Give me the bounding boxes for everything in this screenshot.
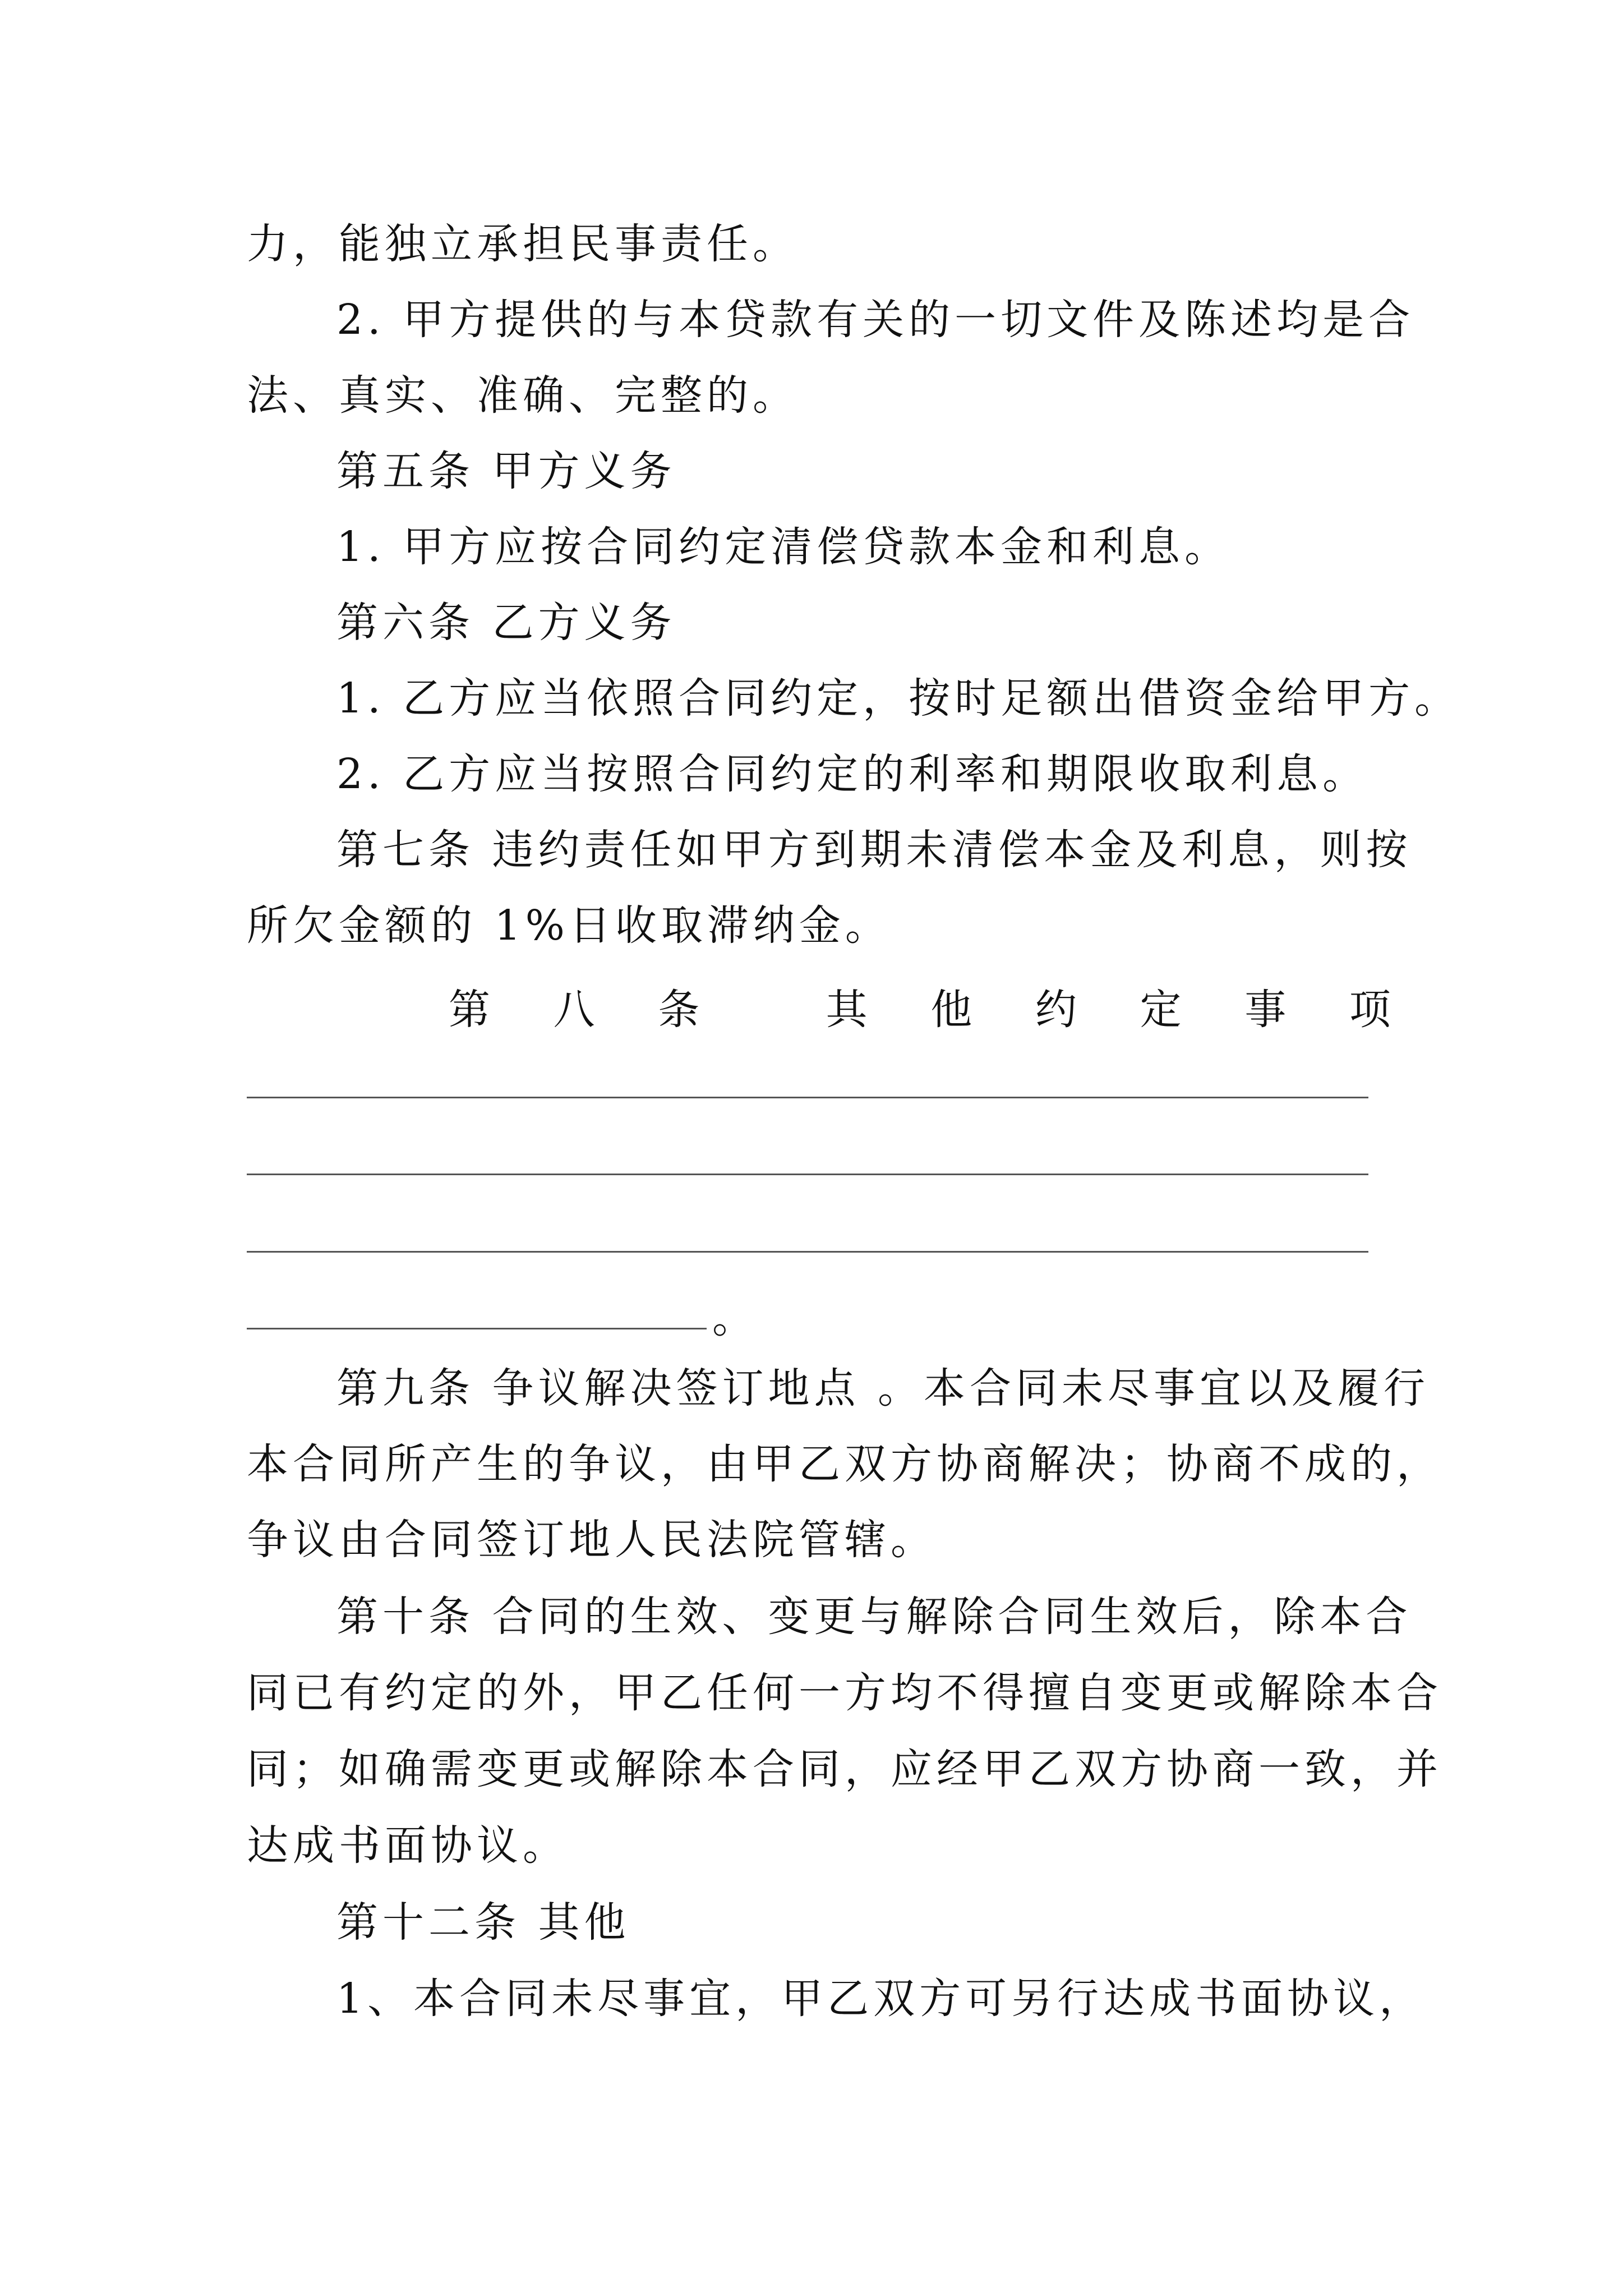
paragraph-line: 第七条 违约责任如甲方到期未清偿本金及利息，则按 [336,826,1412,874]
paragraph-line: 同已有约定的外，甲乙任何一方均不得擅自变更或解除本合 [247,1669,1442,1717]
paragraph-line: 争议由合同签订地人民法院管辖。 [247,1516,937,1564]
article8-tail: 。 [712,1294,754,1342]
paragraph-line: 2. 甲方提供的与本贷款有关的一切文件及陈述均是合 [336,296,1415,344]
paragraph-line: 所欠金额的 1%日收取滞纳金。 [247,901,891,950]
paragraph-line: 力，能独立承担民事责任。 [247,220,799,268]
article8-char: 约 [1035,986,1077,1034]
paragraph-line: 1、本合同未尽事宜，甲乙双方可另行达成书面协议， [336,1975,1426,2023]
article8-char: 定 [1140,986,1182,1034]
article-heading: 第十二条 其他 [336,1898,630,1947]
paragraph-line: 本合同所产生的争议，由甲乙双方协商解决；协商不成的， [247,1440,1442,1488]
article8-char: 条 [658,986,700,1034]
article8-heading [449,982,1391,1038]
article-heading: 第五条 甲方义务 [336,447,676,495]
paragraph-line: 1. 乙方应当依照合同约定，按时足额出借资金给甲方。 [336,674,1461,723]
article8-char: 八 [553,986,595,1034]
paragraph-line: 法、真实、准确、完整的。 [247,371,799,420]
paragraph-line: 第十条 合同的生效、变更与解除合同生效后，除本合 [336,1593,1412,1641]
article8-char: 他 [930,986,972,1034]
article8-char: 事 [1244,986,1287,1034]
paragraph-line: 第九条 争议解决签订地点 。本合同未尽事宜以及履行 [336,1364,1430,1412]
paragraph-line: 达成书面协议。 [247,1821,569,1870]
article8-char: 项 [1349,986,1391,1034]
fill-in-blank-line [247,1251,1368,1253]
paragraph-line: 2. 乙方应当按照合同约定的利率和期限收取利息。 [336,750,1369,798]
fill-in-blank-line [247,1174,1368,1175]
article8-char: 第 [449,986,490,1034]
article-heading: 第六条 乙方义务 [336,599,676,647]
fill-in-blank-line [247,1328,707,1329]
paragraph-line: 同；如确需变更或解除本合同，应经甲乙双方协商一致，并 [247,1745,1442,1793]
paragraph-line: 1. 甲方应按合同约定清偿贷款本金和利息。 [336,523,1231,571]
article8-char: 其 [826,986,868,1034]
fill-in-blank-line [247,1097,1368,1098]
